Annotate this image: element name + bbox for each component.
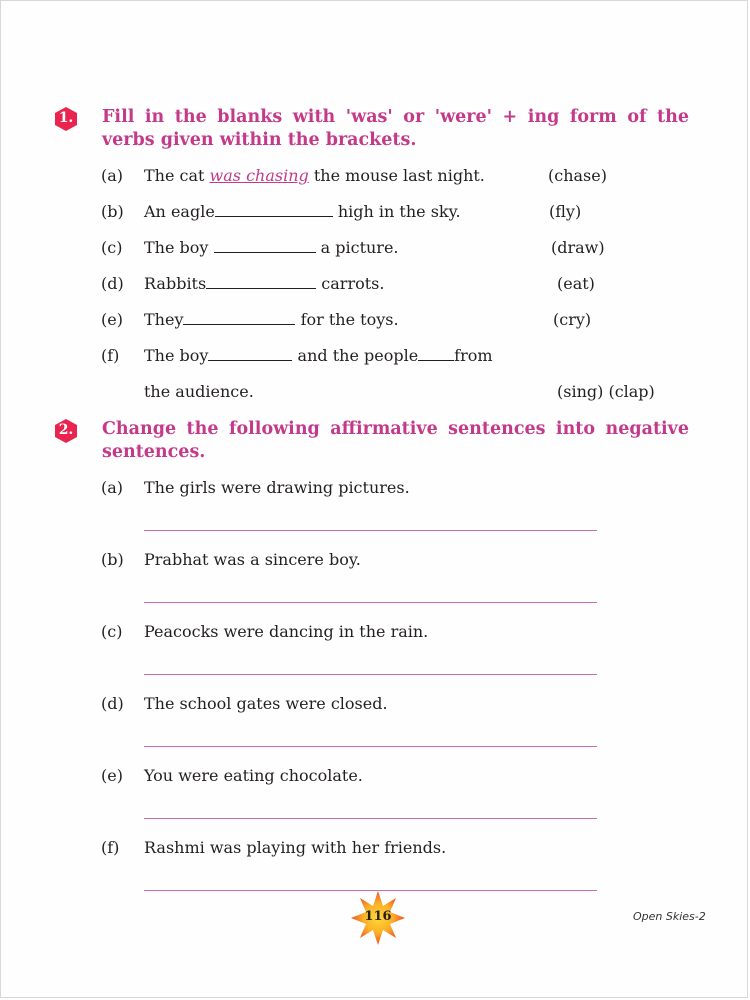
item-sentence: Prabhat was a sincere boy. (144, 550, 361, 569)
exercise-item (101, 161, 681, 191)
item-sentence: The girls were drawing pictures. (144, 478, 410, 497)
item-label: (a) (101, 166, 124, 185)
question-number: 2. (58, 422, 74, 438)
item-label: (b) (101, 202, 124, 221)
item-sentence: An eagle high in the sky. (144, 197, 461, 227)
question-number-badge (53, 106, 79, 132)
exercise-item (101, 197, 681, 227)
exercise-item (101, 689, 681, 719)
verb-hint: (eat) (557, 274, 595, 293)
fill-blank[interactable] (418, 342, 454, 361)
fill-blank[interactable] (214, 234, 316, 253)
exercise-item (101, 305, 681, 335)
answer-line[interactable] (144, 530, 597, 531)
item-label: (c) (101, 238, 123, 257)
answer-line[interactable] (144, 746, 597, 747)
item-sentence: Peacocks were dancing in the rain. (144, 622, 429, 641)
question-2-heading (53, 418, 689, 464)
question-number-badge (53, 418, 79, 444)
item-sentence: Rabbits carrots. (144, 269, 384, 299)
item-label: (f) (101, 346, 120, 365)
sample-answer: was chasing (209, 166, 309, 185)
item-label: (f) (101, 838, 120, 857)
question-number: 1. (58, 110, 74, 126)
exercise-item (101, 233, 681, 263)
item-sentence: The cat was chasing the mouse last night. (144, 166, 485, 185)
item-label: (e) (101, 766, 123, 785)
page-number: 116 (364, 909, 392, 924)
verb-hint: (fly) (549, 202, 582, 221)
fill-blank[interactable] (183, 306, 295, 325)
item-sentence: Rashmi was playing with her friends. (144, 838, 447, 857)
item-sentence: They for the toys. (144, 305, 399, 335)
exercise-item (101, 473, 681, 503)
exercise-item (101, 269, 681, 299)
exercise-item (101, 617, 681, 647)
book-title: Open Skies-2 (633, 910, 706, 923)
exercise-item (101, 545, 681, 575)
item-sentence: The boy and the people from (144, 341, 493, 371)
question-instruction: Change the following affirmative sentences into negative sentences. (102, 419, 689, 462)
fill-blank[interactable] (215, 198, 333, 217)
page-number-star (350, 890, 406, 946)
item-sentence: You were eating chocolate. (144, 766, 363, 785)
item-sentence: The school gates were closed. (144, 694, 388, 713)
verb-hint: (sing) (clap) (557, 382, 655, 401)
verb-hint: (draw) (551, 238, 605, 257)
exercise-item (101, 341, 681, 371)
verb-hint: (chase) (548, 166, 607, 185)
item-sentence: The boy a picture. (144, 233, 399, 263)
fill-blank[interactable] (206, 270, 316, 289)
fill-blank[interactable] (208, 342, 292, 361)
exercise-item (101, 833, 681, 863)
item-sentence: the audience. (144, 382, 254, 401)
answer-line[interactable] (144, 602, 597, 603)
question-1-heading (53, 106, 689, 152)
item-label: (d) (101, 274, 124, 293)
item-label: (e) (101, 310, 123, 329)
question-instruction: Fill in the blanks with 'was' or 'were' + ing form of the verbs given within the brackets. (102, 107, 689, 150)
verb-hint: (cry) (553, 310, 592, 329)
exercise-item-continuation (101, 377, 681, 407)
item-label: (b) (101, 550, 124, 569)
item-label: (a) (101, 478, 124, 497)
item-label: (d) (101, 694, 124, 713)
exercise-item (101, 761, 681, 791)
answer-line[interactable] (144, 818, 597, 819)
answer-line[interactable] (144, 674, 597, 675)
item-label: (c) (101, 622, 123, 641)
